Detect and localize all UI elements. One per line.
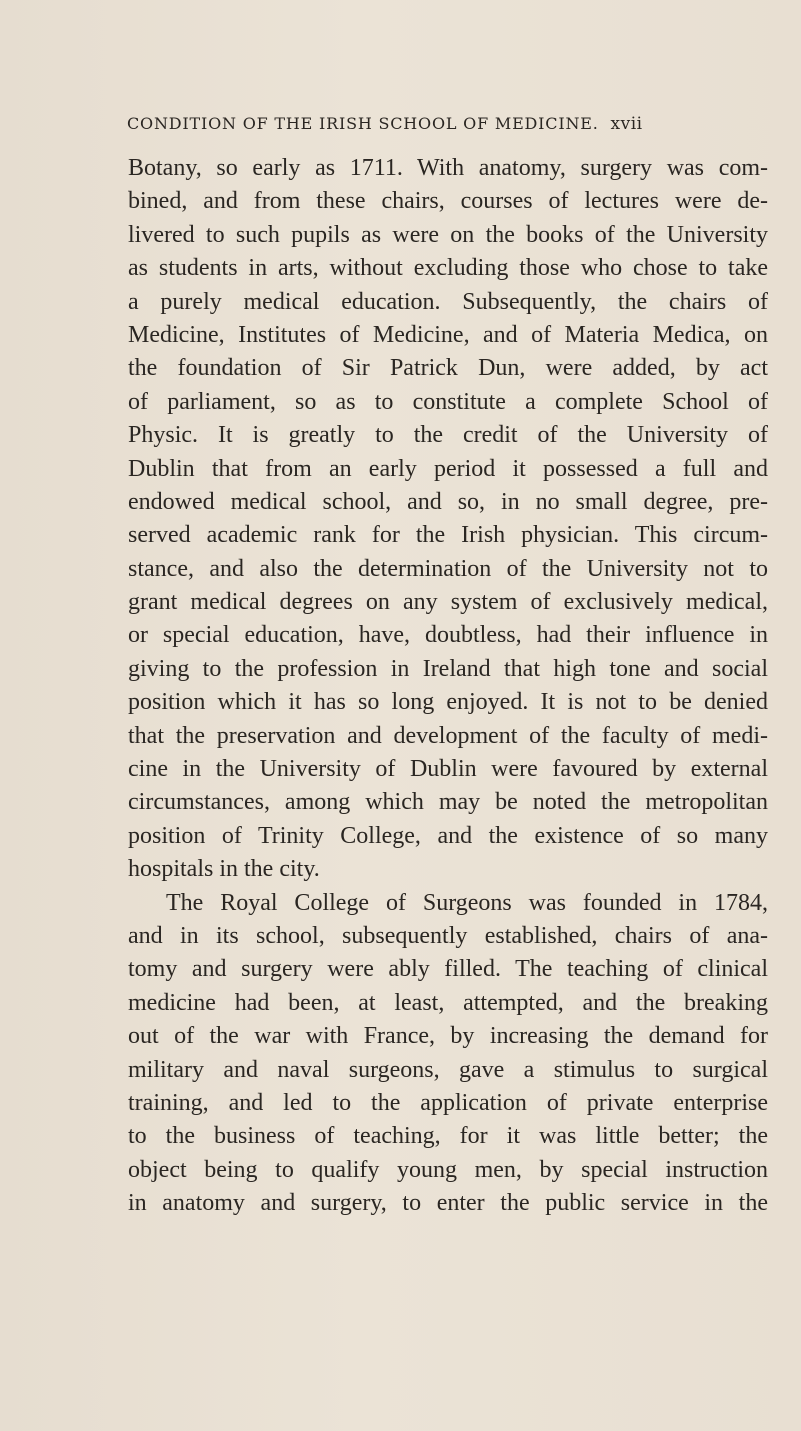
text-line: Dublin that from an early period it possessed a full and xyxy=(128,455,768,482)
text-line: stance, and also the determination of the University not to xyxy=(128,555,768,582)
text-line: the foundation of Sir Patrick Dun, were added, by act xyxy=(128,355,768,382)
text-line: position of Trinity College, and the existence of so many xyxy=(128,822,768,849)
text-line: as students in arts, without excluding those who chose to take xyxy=(128,255,768,282)
text-line: that the preservation and development of the faculty of medi- xyxy=(128,722,768,749)
text-line: a purely medical education. Subsequently, the chairs of xyxy=(128,288,768,315)
text-line: bined, and from these chairs, courses of lectures were de- xyxy=(128,188,768,215)
page-number: xvii xyxy=(610,114,643,134)
text-line: grant medical degrees on any system of exclusively medical, xyxy=(128,589,768,616)
text-line: giving to the profession in Ireland that high tone and social xyxy=(128,655,768,682)
text-line: circumstances, among which may be noted the metropolitan xyxy=(128,789,768,816)
text-line: training, and led to the application of private enterprise xyxy=(128,1089,768,1116)
text-line: object being to qualify young men, by special instruction xyxy=(128,1156,768,1183)
text-line: Botany, so early as 1711. With anatomy, surgery was com- xyxy=(128,155,768,181)
text-line: medicine had been, at least, attempted, and the breaking xyxy=(128,989,768,1016)
text-line: livered to such pupils as were on the books of the University xyxy=(128,221,768,248)
text-line: Medicine, Institutes of Medicine, and of Materia Medica, on xyxy=(128,321,768,348)
text-line: or special education, have, doubtless, had their influence in xyxy=(128,622,768,649)
paragraph-end-line: hospitals in the city. xyxy=(128,856,320,883)
text-line: Physic. It is greatly to the credit of the University of xyxy=(128,422,768,449)
text-line: military and naval surgeons, gave a stimulus to surgical xyxy=(128,1056,768,1083)
running-head-title: CONDITION OF THE IRISH SCHOOL OF MEDICINE. xyxy=(127,114,599,133)
text-line: endowed medical school, and so, in no small degree, pre- xyxy=(128,488,768,515)
text-line: served academic rank for the Irish physician. This circum- xyxy=(128,522,768,549)
text-line: cine in the University of Dublin were favoured by external xyxy=(128,756,768,783)
paragraph-start-line: The Royal College of Surgeons was founded in 1784, xyxy=(166,889,768,916)
body-text xyxy=(128,152,768,1221)
text-line: of parliament, so as to constitute a complete School of xyxy=(128,388,768,415)
text-line: and in its school, subsequently established, chairs of ana- xyxy=(128,922,768,949)
text-line: out of the war with France, by increasing the demand for xyxy=(128,1023,768,1050)
text-line: position which it has so long enjoyed. It is not to be denied xyxy=(128,689,768,716)
running-head xyxy=(127,114,767,134)
text-line: in anatomy and surgery, to enter the public service in the xyxy=(128,1190,768,1217)
text-line: tomy and surgery were ably filled. The teaching of clinical xyxy=(128,956,768,983)
text-line: to the business of teaching, for it was little better; the xyxy=(128,1123,768,1150)
